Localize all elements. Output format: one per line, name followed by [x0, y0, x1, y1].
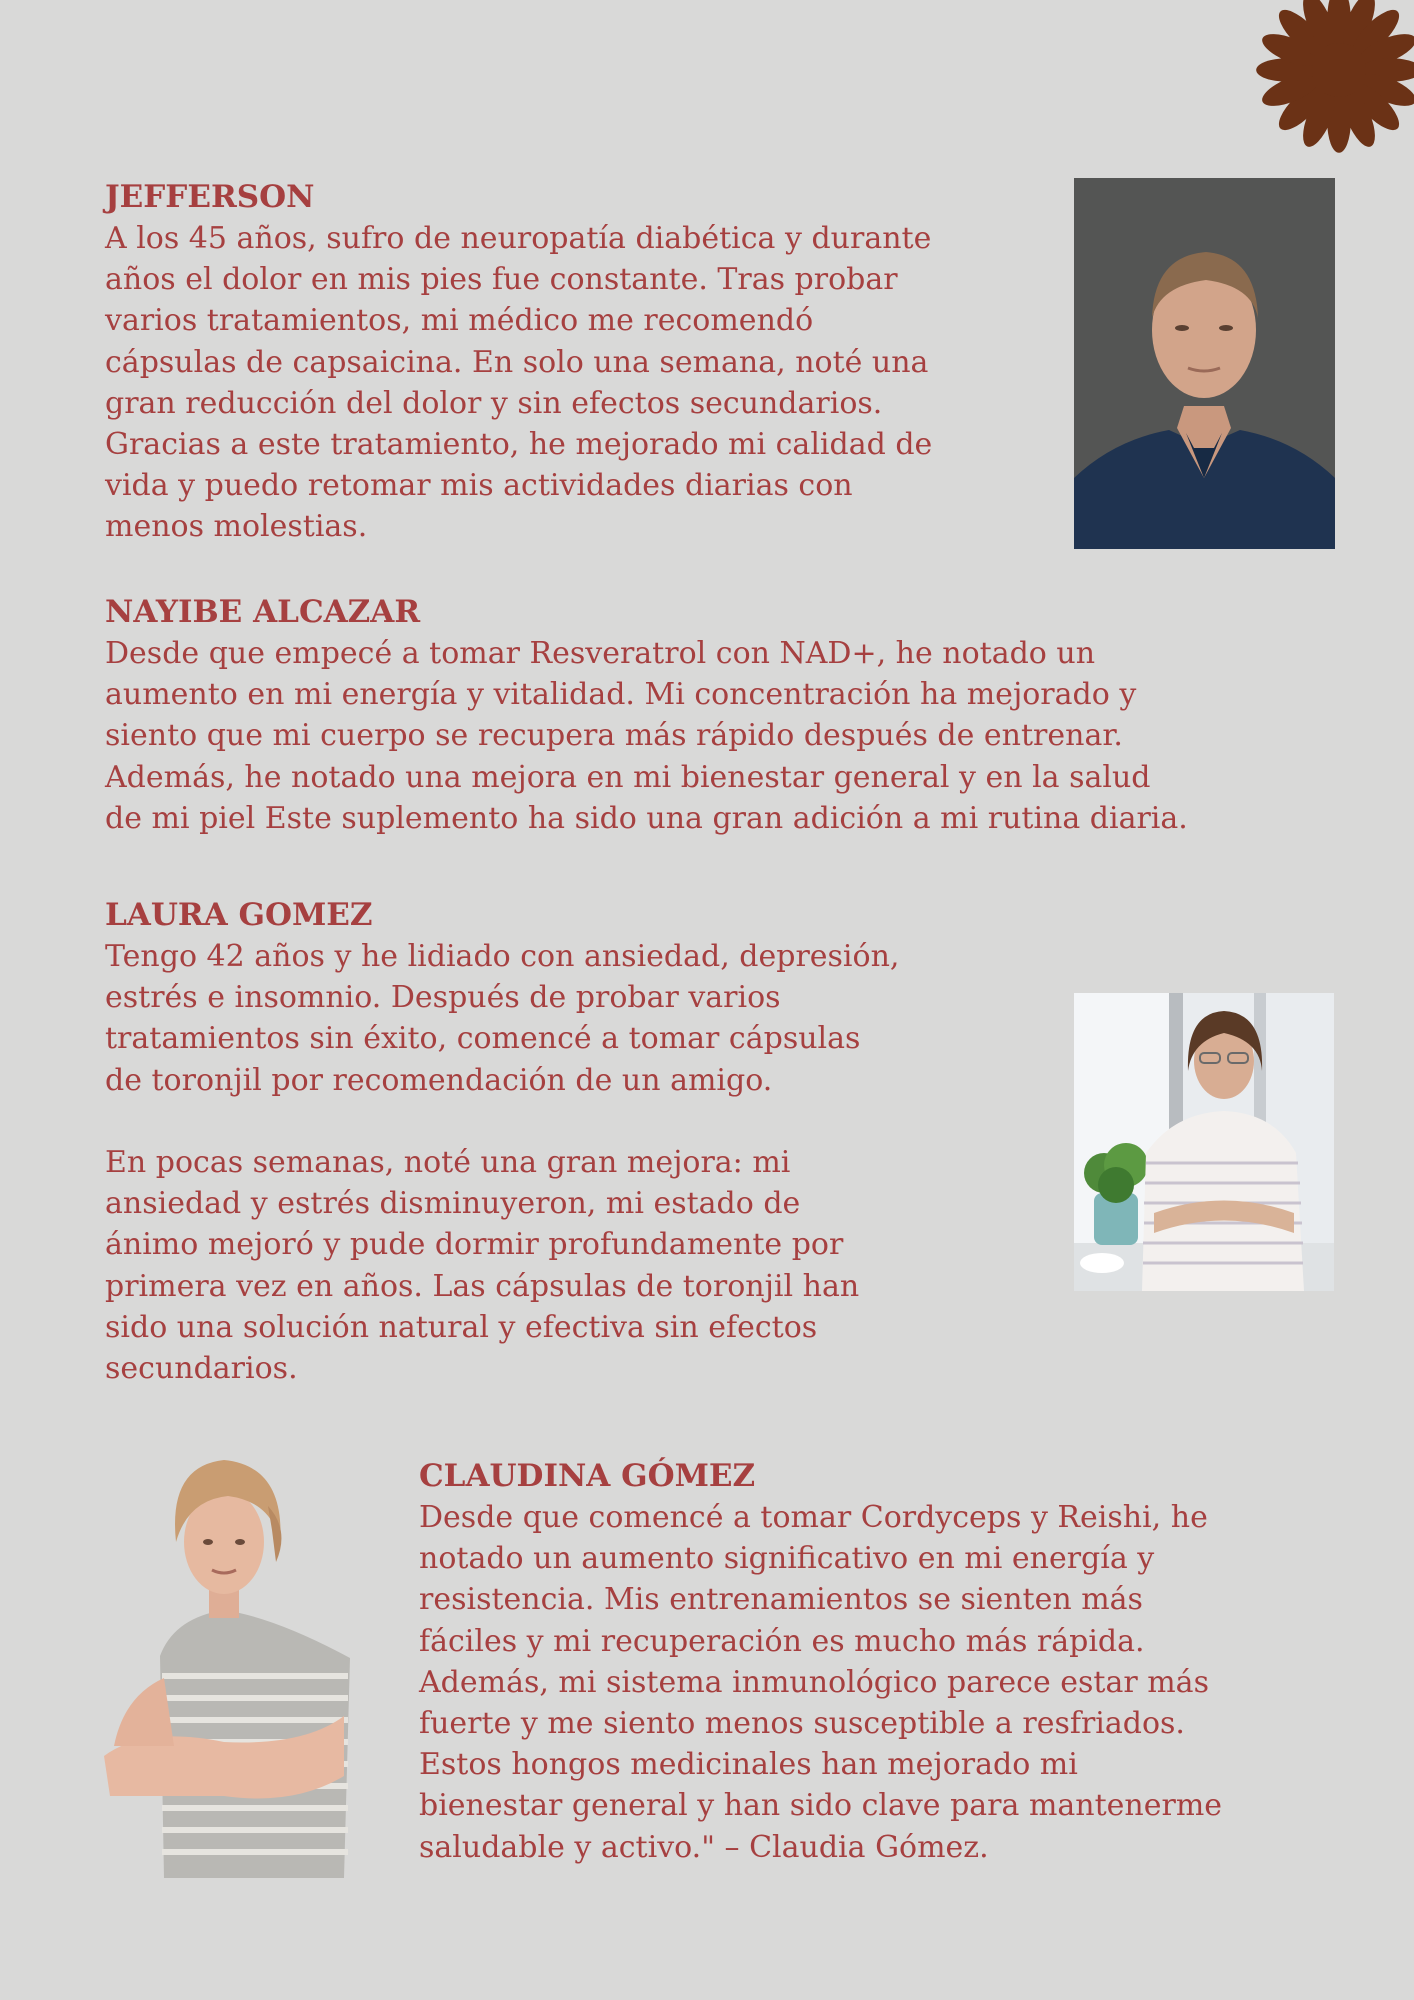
text-line: primera vez en años. Las cápsulas de toronjil han — [105, 1268, 860, 1304]
claudina-photo — [104, 1446, 356, 1878]
text-line: años el dolor en mis pies fue constante. Tras probar — [105, 262, 898, 298]
text-line: de mi piel Este suplemento ha sido una gran adición a mi rutina diaria. — [105, 800, 1188, 836]
testimonial-text — [105, 936, 899, 1101]
text-line: Además, he notado una mejora en mi bienestar general y en la salud — [105, 759, 1151, 795]
text-line: Además, mi sistema inmunológico parece estar más — [419, 1664, 1209, 1700]
text-line: gran reducción del dolor y sin efectos secundarios. — [105, 385, 883, 421]
text-line: bienestar general y han sido clave para mantenerme — [419, 1788, 1223, 1824]
text-line: sido una solución natural y efectiva sin efectos — [105, 1309, 818, 1345]
testimonial-name: JEFFERSON — [105, 179, 315, 215]
text-line: A los 45 años, sufro de neuropatía diabética y durante — [105, 221, 932, 256]
text-line: ánimo mejoró y pude dormir profundamente por — [105, 1227, 844, 1263]
flower-icon — [1244, 0, 1414, 160]
text-line: vida y puedo retomar mis actividades diarias con — [105, 468, 853, 504]
text-line: Gracias a este tratamiento, he mejorado mi calidad de — [105, 427, 933, 463]
testimonial-text — [105, 218, 932, 548]
text-line: estrés e insomnio. Después de probar varios — [105, 980, 781, 1016]
text-line: secundarios. — [105, 1351, 298, 1387]
text-line: de toronjil por recomendación de un amigo. — [105, 1062, 773, 1098]
text-line: fuerte y me siento menos susceptible a resfriados. — [419, 1706, 1185, 1742]
text-line: ansiedad y estrés disminuyeron, mi estado de — [105, 1186, 801, 1222]
text-line: fáciles y mi recuperación es mucho más rápida. — [419, 1623, 1145, 1659]
text-line: saludable y activo." – Claudia Gómez. — [419, 1829, 989, 1865]
text-line: resistencia. Mis entrenamientos se sienten más — [419, 1582, 1143, 1618]
text-line: Desde que comencé a tomar Cordyceps y Reishi, he — [419, 1500, 1208, 1535]
text-line: Tengo 42 años y he lidiado con ansiedad, depresión, — [105, 939, 900, 974]
text-line: siento que mi cuerpo se recupera más rápido después de entrenar. — [105, 718, 1123, 754]
testimonial-text-continued — [105, 1142, 859, 1389]
text-line: Desde que empecé a tomar Resveratrol con NAD+, he notado un — [105, 636, 1096, 671]
testimonial-text — [419, 1497, 1222, 1868]
testimonial-name: NAYIBE ALCAZAR — [105, 594, 421, 630]
testimonial-text — [105, 633, 1188, 839]
testimonial-name: LAURA GOMEZ — [105, 897, 373, 933]
text-line: varios tratamientos, mi médico me recomendó — [105, 303, 814, 339]
text-line: aumento en mi energía y vitalidad. Mi concentración ha mejorado y — [105, 677, 1137, 713]
laura-photo — [1074, 993, 1334, 1291]
text-line: menos molestias. — [105, 509, 368, 545]
text-line: cápsulas de capsaicina. En solo una semana, noté una — [105, 344, 929, 380]
text-line: notado un aumento significativo en mi energía y — [419, 1541, 1155, 1577]
jefferson-photo — [1074, 178, 1335, 549]
text-line: Estos hongos medicinales han mejorado mi — [419, 1747, 1078, 1783]
testimonial-name: CLAUDINA GÓMEZ — [419, 1458, 756, 1494]
text-line: En pocas semanas, noté una gran mejora: mi — [105, 1145, 791, 1180]
text-line: tratamientos sin éxito, comencé a tomar cápsulas — [105, 1021, 861, 1057]
